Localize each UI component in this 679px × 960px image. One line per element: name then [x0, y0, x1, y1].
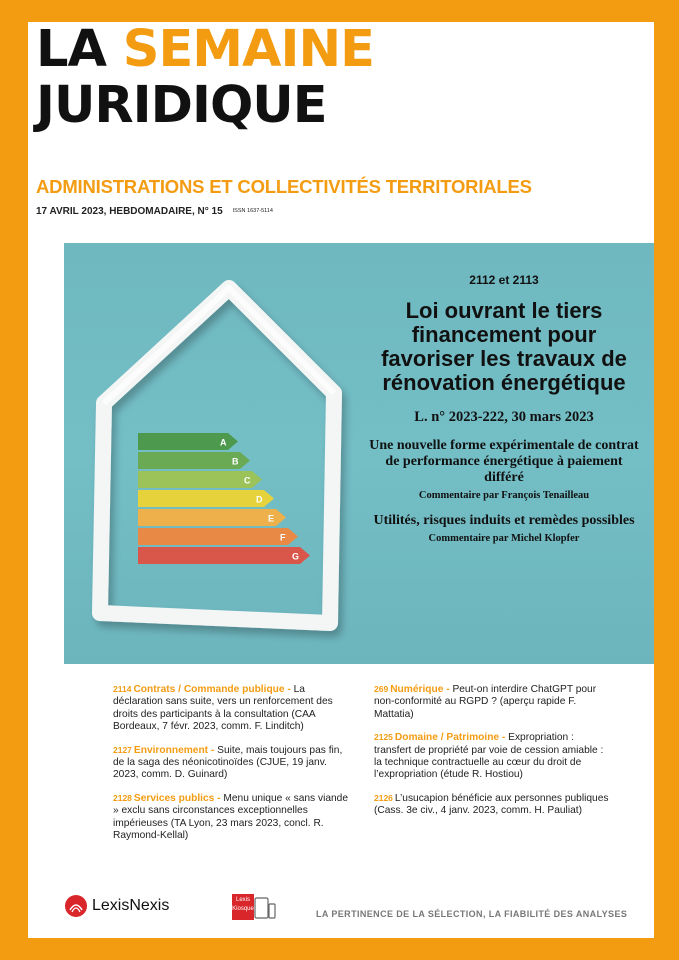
toc-entry-text: Expropriation : transfert de propriété par voie de cession amiable : la technique contractuelle au cœur du droit de l’expropriation (étude R. Hostiou) [374, 732, 604, 781]
toc-entry-number: 269 [374, 684, 389, 694]
energy-bar-label-f: F [280, 532, 286, 543]
kiosque-line1: Lexis [235, 897, 250, 903]
energy-bar-label-d: D [256, 494, 263, 505]
article-subtitle-1: Une nouvelle forme expérimentale de contrat de performance énergétique à paiement différé [369, 438, 639, 485]
energy-bar-e [138, 509, 286, 526]
toc-entry-text: Peut-on interdire ChatGPT pour non-conformité au RGPD ? (aperçu rapide F. Mattatia) [374, 684, 597, 720]
energy-bar-label-g: G [292, 551, 300, 562]
masthead-semaine: SEMAINE [122, 20, 375, 79]
hero-text [364, 273, 644, 556]
kiosque-badge [232, 894, 254, 920]
toc-entry-text: La déclaration sans suite, vers un renforcement des droits des participants à la consultation (CAA Bordeaux, 7 févr. 2023, comm. F. Linditch) [113, 684, 333, 733]
toc-entry-number: 2128 [113, 792, 132, 803]
toc-entry [113, 744, 353, 782]
toc-entry [374, 683, 614, 721]
toc-entry [113, 792, 353, 843]
issue-info [36, 206, 273, 217]
toc-entry-number: 2114 [113, 684, 132, 694]
energy-bar-label-b: B [232, 456, 239, 467]
toc-entry-category: Contrats / Commande publique - [133, 684, 291, 695]
issn: ISSN 1637-5114 [232, 208, 273, 215]
energy-bar-label-c: C [244, 475, 251, 486]
energy-bar-label-a: A [220, 437, 227, 448]
masthead-la: LA [36, 20, 123, 79]
toc-right-column [374, 683, 614, 828]
energy-bar-g [138, 547, 310, 564]
toc-entry-category: Services publics - [133, 792, 221, 804]
toc-entry-text: L’usucapion bénéficie aux personnes publiques (Cass. 3e civ., 4 janv. 2023, comm. H. Pauliat) [374, 792, 609, 817]
article-subtitle-2: Utilités, risques induits et remèdes possibles [373, 513, 635, 528]
toc-entry [374, 731, 614, 782]
law-reference: L. n° 2023-222, 30 mars 2023 [414, 409, 594, 425]
byline-2: Commentaire par Michel Klopfer [428, 533, 580, 544]
toc-entry-category: Numérique - [390, 684, 450, 695]
lexis-kiosque-logo [232, 894, 276, 920]
lexisnexis-wordmark: LexisNexis [92, 897, 170, 914]
energy-bar-f [138, 528, 298, 545]
toc-entry-category: Domaine / Patrimoine - [394, 732, 506, 744]
house-energy-illustration [64, 243, 364, 664]
edition-subtitle: ADMINISTRATIONS ET COLLECTIVITÉS TERRITORIALES [36, 176, 532, 197]
byline-1: Commentaire par François Tenailleau [418, 490, 590, 501]
toc-entry-number: 2126 [374, 792, 393, 803]
toc-entry [113, 683, 353, 734]
tagline: LA PERTINENCE DE LA SÉLECTION, LA FIABILITÉ DES ANALYSES [316, 909, 628, 919]
energy-bar-label-e: E [268, 513, 275, 524]
toc-entry-number: 2125 [374, 732, 393, 743]
lexisnexis-tree-icon [64, 894, 88, 918]
toc-entry-number: 2127 [113, 744, 132, 755]
toc-entry [374, 792, 614, 818]
headline: Loi ouvrant le tiers financement pour favoriser les travaux de rénovation énergétique [381, 298, 627, 395]
toc-entry-text: Suite, mais toujours pas fin, de la saga des néonicotinoïdes (CJUE, 19 janv. 2023, comm. D. Guinard) [113, 744, 343, 781]
masthead-juridique: JURIDIQUE [36, 76, 327, 135]
issue-date: 17 AVRIL 2023, HEBDOMADAIRE, N° 15 [36, 206, 223, 217]
energy-bars [138, 433, 310, 564]
hero-feature [64, 243, 654, 664]
lexisnexis-logo [64, 894, 169, 918]
energy-bar-d [138, 490, 274, 507]
toc-left-column [113, 683, 353, 852]
toc-entry-category: Environnement - [133, 744, 215, 756]
tablet-phone-icon [254, 896, 276, 920]
article-refs: 2112 et 2113 [469, 273, 539, 287]
masthead [36, 22, 374, 134]
kiosque-line2: Kiosque [232, 906, 254, 912]
toc-entry-text: Menu unique « sans viande » exclu sans circonstances exceptionnelles impérieuses (TA Lyon, 23 mars 2023, concl. R. Raymond-Kellal) [113, 792, 348, 842]
